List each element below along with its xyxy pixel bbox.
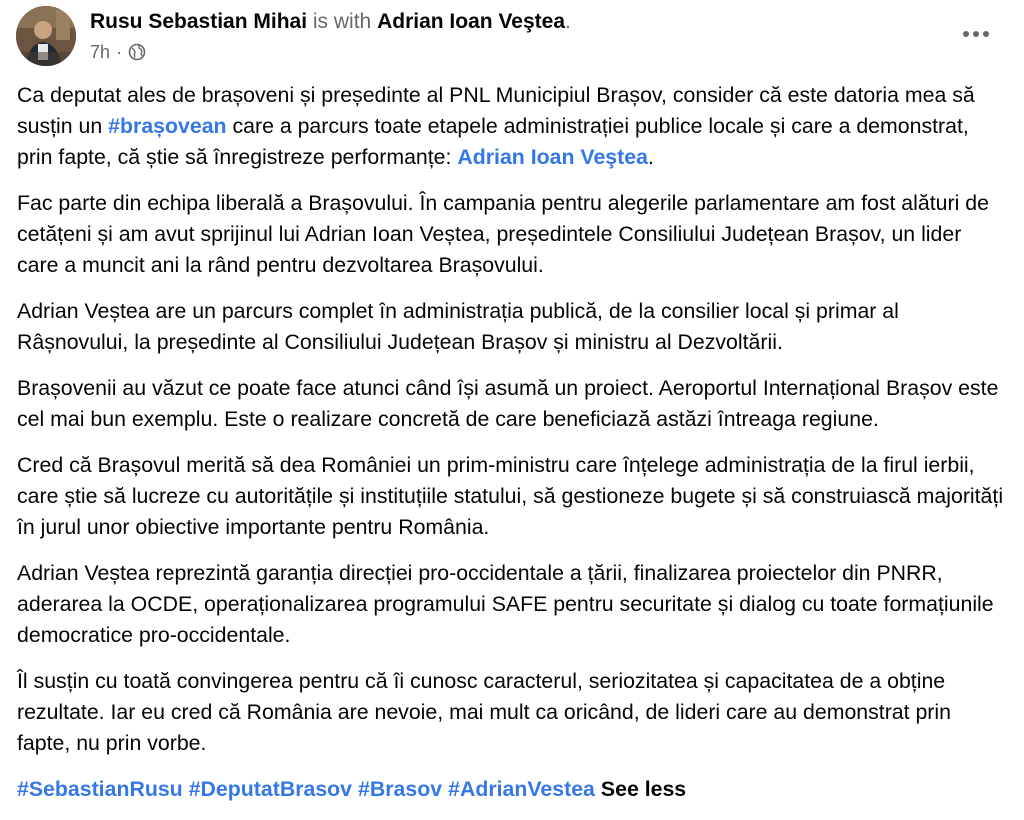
header-period: . <box>565 10 571 33</box>
post-meta <box>90 40 146 64</box>
paragraph-7: Îl susțin cu toată convingerea pentru că îi cunosc caracterul, seriozitatea și capacitatea de a obține rezultate. Iar eu cred că România are nevoie, mai mult ca oricând, de lideri care au demonstrat prin fapte, nu prin vorbe. <box>17 669 951 755</box>
post-body <box>17 80 1007 820</box>
avatar-photo <box>16 6 76 66</box>
with-connector: is with <box>312 10 372 33</box>
mention-link[interactable]: Adrian Ioan Veştea <box>457 145 648 169</box>
hashtags-line <box>17 774 1007 805</box>
paragraph-6: Adrian Veștea reprezintă garanția direcției pro-occidentale a țării, finalizarea proiectelor din PNRR, aderarea la OCDE, operaționalizarea programului SAFE pentru securitate și dialog cu toate formațiunile democratice pro-occidentale. <box>17 561 994 647</box>
paragraph-1-text-a: Ca deputat ales de brașoveni și președinte al PNL Municipiul Brașov, consider că este datoria mea să susțin un <box>17 83 975 138</box>
dot <box>983 31 989 37</box>
globe-icon[interactable] <box>128 43 146 61</box>
hashtag-link[interactable]: #DeputatBrasov <box>188 777 353 801</box>
more-options-icon[interactable] <box>956 18 996 50</box>
paragraph-4: Brașovenii au văzut ce poate face atunci când își asumă un proiect. Aeroportul Internațional Brașov este cel mai bun exemplu. Este o realizare concretă de care beneficiază astăzi întreaga regiune. <box>17 376 999 431</box>
paragraph-1-text-c: . <box>647 145 654 169</box>
tagged-person[interactable]: Adrian Ioan Veştea <box>377 10 565 33</box>
hashtag-link[interactable]: #SebastianRusu <box>17 777 183 801</box>
post-header <box>90 8 571 36</box>
author-avatar[interactable] <box>16 6 76 66</box>
paragraph-5: Cred că Brașovul merită să dea României un prim-ministru care înțelege administrația de la firul ierbii, care știe să lucreze cu autoritățile și instituțiile statului, să gestioneze bugete și să construiască majorități în jurul unor obiective importante pentru România. <box>17 453 1004 539</box>
dot <box>963 31 969 37</box>
dot <box>973 31 979 37</box>
see-less-button[interactable]: See less <box>600 777 687 801</box>
paragraph-3: Adrian Veștea are un parcurs complet în administrația publică, de la consilier local și primar al Râșnovului, la președinte al Consiliului Județean Brașov și ministru al Dezvoltării. <box>17 299 899 354</box>
paragraph-2: Fac parte din echipa liberală a Brașovului. În campania pentru alegerile parlamentare am fost alături de cetățeni și am avut sprijinul lui Adrian Ioan Veștea, președintele Consiliului Județean Brașov, un lider care a muncit ani la rând pentru dezvoltarea Brașovului. <box>17 191 989 277</box>
hashtag-link[interactable]: #Brasov <box>358 777 443 801</box>
hashtag-link[interactable]: #brașovean <box>108 114 227 138</box>
meta-separator: · <box>116 42 123 62</box>
author-name[interactable]: Rusu Sebastian Mihai <box>90 10 308 33</box>
post-timestamp[interactable]: 7h <box>90 42 111 62</box>
paragraph-1-text-b: care a parcurs toate etapele administrației publice locale și care a demonstrat, prin fapte, că știe să înregistreze performanțe: <box>17 114 969 169</box>
hashtag-link[interactable]: #AdrianVestea <box>448 777 595 801</box>
paragraph-1 <box>17 80 1007 173</box>
